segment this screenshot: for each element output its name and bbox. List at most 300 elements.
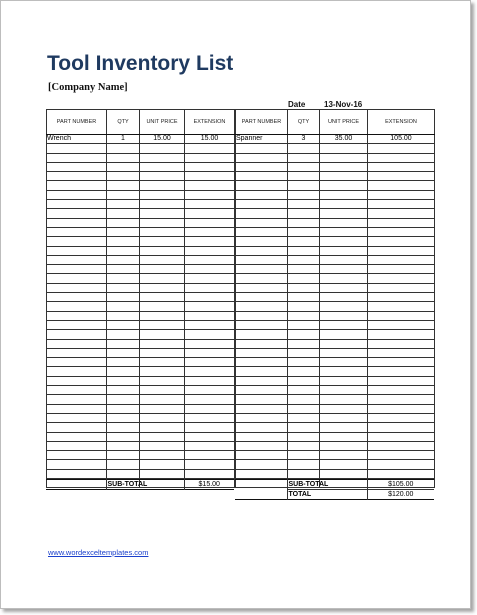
subtotal-value[interactable]: $105.00 (367, 480, 434, 490)
empty-cell[interactable] (47, 181, 107, 190)
empty-cell[interactable] (185, 386, 235, 395)
empty-cell[interactable] (47, 376, 107, 385)
empty-cell[interactable] (288, 200, 320, 209)
empty-cell[interactable] (140, 469, 185, 478)
empty-cell[interactable] (140, 209, 185, 218)
empty-cell[interactable] (288, 376, 320, 385)
empty-cell[interactable] (236, 320, 288, 329)
empty-cell[interactable] (320, 227, 368, 236)
empty-cell[interactable] (47, 246, 107, 255)
part-number-cell[interactable]: Spanner (236, 135, 288, 144)
empty-cell[interactable] (140, 181, 185, 190)
empty-cell[interactable] (47, 339, 107, 348)
empty-cell[interactable] (47, 348, 107, 357)
empty-cell[interactable] (107, 162, 140, 171)
empty-cell[interactable] (107, 144, 140, 153)
empty-cell[interactable] (185, 432, 235, 441)
empty-cell[interactable] (288, 246, 320, 255)
empty-cell[interactable] (107, 246, 140, 255)
empty-cell[interactable] (368, 144, 435, 153)
empty-cell[interactable] (140, 320, 185, 329)
empty-cell[interactable] (140, 413, 185, 422)
empty-cell[interactable] (47, 395, 107, 404)
empty-cell[interactable] (320, 246, 368, 255)
empty-cell[interactable] (107, 451, 140, 460)
empty-cell[interactable] (107, 423, 140, 432)
empty-cell[interactable] (107, 237, 140, 246)
empty-cell[interactable] (47, 460, 107, 469)
empty-cell[interactable] (140, 162, 185, 171)
empty-cell[interactable] (368, 190, 435, 199)
empty-cell[interactable] (368, 311, 435, 320)
empty-cell[interactable] (185, 144, 235, 153)
empty-cell[interactable] (107, 460, 140, 469)
empty-cell[interactable] (368, 386, 435, 395)
empty-cell[interactable] (368, 302, 435, 311)
empty-cell[interactable] (236, 255, 288, 264)
empty-cell[interactable] (47, 423, 107, 432)
empty-cell[interactable] (236, 246, 288, 255)
empty-cell[interactable] (320, 376, 368, 385)
empty-cell[interactable] (288, 404, 320, 413)
empty-cell[interactable] (236, 144, 288, 153)
empty-cell[interactable] (47, 386, 107, 395)
empty-cell[interactable] (288, 320, 320, 329)
empty-cell[interactable] (47, 265, 107, 274)
empty-cell[interactable] (236, 413, 288, 422)
empty-cell[interactable] (236, 441, 288, 450)
empty-cell[interactable] (47, 172, 107, 181)
empty-cell[interactable] (368, 246, 435, 255)
empty-cell[interactable] (236, 386, 288, 395)
empty-cell[interactable] (368, 339, 435, 348)
empty-cell[interactable] (368, 413, 435, 422)
empty-cell[interactable] (107, 367, 140, 376)
empty-cell[interactable] (288, 413, 320, 422)
empty-cell[interactable] (185, 320, 235, 329)
empty-cell[interactable] (140, 460, 185, 469)
empty-cell[interactable] (185, 181, 235, 190)
empty-cell[interactable] (185, 404, 235, 413)
empty-cell[interactable] (320, 144, 368, 153)
empty-cell[interactable] (47, 330, 107, 339)
empty-cell[interactable] (140, 172, 185, 181)
empty-cell[interactable] (368, 227, 435, 236)
empty-cell[interactable] (368, 255, 435, 264)
empty-cell[interactable] (288, 395, 320, 404)
empty-cell[interactable] (368, 162, 435, 171)
empty-cell[interactable] (236, 172, 288, 181)
empty-cell[interactable] (368, 237, 435, 246)
empty-cell[interactable] (236, 265, 288, 274)
empty-cell[interactable] (47, 367, 107, 376)
empty-cell[interactable] (288, 460, 320, 469)
empty-cell[interactable] (320, 274, 368, 283)
empty-cell[interactable] (140, 293, 185, 302)
empty-cell[interactable] (368, 265, 435, 274)
empty-cell[interactable] (368, 423, 435, 432)
empty-cell[interactable] (185, 265, 235, 274)
empty-cell[interactable] (320, 181, 368, 190)
empty-cell[interactable] (140, 376, 185, 385)
empty-cell[interactable] (368, 218, 435, 227)
empty-cell[interactable] (288, 172, 320, 181)
empty-cell[interactable] (140, 441, 185, 450)
extension-cell[interactable]: 15.00 (185, 135, 235, 144)
empty-cell[interactable] (320, 395, 368, 404)
empty-cell[interactable] (236, 283, 288, 292)
empty-cell[interactable] (140, 237, 185, 246)
empty-cell[interactable] (107, 200, 140, 209)
empty-cell[interactable] (47, 451, 107, 460)
empty-cell[interactable] (140, 274, 185, 283)
company-name[interactable]: [Company Name] (48, 82, 128, 93)
empty-cell[interactable] (368, 283, 435, 292)
empty-cell[interactable] (368, 376, 435, 385)
empty-cell[interactable] (320, 460, 368, 469)
empty-cell[interactable] (47, 153, 107, 162)
total-value[interactable]: $120.00 (388, 491, 414, 498)
empty-cell[interactable] (47, 358, 107, 367)
empty-cell[interactable] (320, 413, 368, 422)
empty-cell[interactable] (140, 153, 185, 162)
empty-cell[interactable] (236, 404, 288, 413)
empty-cell[interactable] (320, 190, 368, 199)
empty-cell[interactable] (107, 413, 140, 422)
empty-cell[interactable] (107, 358, 140, 367)
empty-cell[interactable] (185, 413, 235, 422)
empty-cell[interactable] (288, 367, 320, 376)
empty-cell[interactable] (236, 293, 288, 302)
empty-cell[interactable] (288, 283, 320, 292)
empty-cell[interactable] (288, 432, 320, 441)
extension-cell[interactable]: 105.00 (368, 135, 435, 144)
empty-cell[interactable] (368, 200, 435, 209)
empty-cell[interactable] (288, 255, 320, 264)
empty-cell[interactable] (185, 227, 235, 236)
empty-cell[interactable] (368, 293, 435, 302)
empty-cell[interactable] (288, 469, 320, 478)
empty-cell[interactable] (320, 320, 368, 329)
empty-cell[interactable] (320, 162, 368, 171)
empty-cell[interactable] (288, 153, 320, 162)
empty-cell[interactable] (288, 339, 320, 348)
empty-cell[interactable] (368, 172, 435, 181)
empty-cell[interactable] (236, 190, 288, 199)
empty-cell[interactable] (107, 311, 140, 320)
empty-cell[interactable] (140, 404, 185, 413)
empty-cell[interactable] (288, 237, 320, 246)
empty-cell[interactable] (288, 358, 320, 367)
empty-cell[interactable] (47, 413, 107, 422)
empty-cell[interactable] (236, 423, 288, 432)
empty-cell[interactable] (288, 451, 320, 460)
empty-cell[interactable] (368, 469, 435, 478)
qty-cell[interactable]: 3 (288, 135, 320, 144)
empty-cell[interactable] (185, 311, 235, 320)
empty-cell[interactable] (185, 348, 235, 357)
empty-cell[interactable] (140, 227, 185, 236)
empty-cell[interactable] (288, 302, 320, 311)
empty-cell[interactable] (47, 302, 107, 311)
empty-cell[interactable] (185, 255, 235, 264)
unit-price-cell[interactable]: 35.00 (320, 135, 368, 144)
empty-cell[interactable] (47, 218, 107, 227)
empty-cell[interactable] (368, 441, 435, 450)
empty-cell[interactable] (368, 451, 435, 460)
empty-cell[interactable] (185, 190, 235, 199)
empty-cell[interactable] (185, 469, 235, 478)
empty-cell[interactable] (288, 218, 320, 227)
empty-cell[interactable] (107, 218, 140, 227)
empty-cell[interactable] (107, 441, 140, 450)
footer-website-link[interactable]: www.wordexceltemplates.com (48, 548, 149, 557)
empty-cell[interactable] (140, 367, 185, 376)
empty-cell[interactable] (320, 302, 368, 311)
empty-cell[interactable] (140, 395, 185, 404)
empty-cell[interactable] (140, 423, 185, 432)
empty-cell[interactable] (107, 172, 140, 181)
empty-cell[interactable] (368, 274, 435, 283)
empty-cell[interactable] (185, 451, 235, 460)
empty-cell[interactable] (368, 181, 435, 190)
empty-cell[interactable] (185, 339, 235, 348)
empty-cell[interactable] (236, 330, 288, 339)
empty-cell[interactable] (288, 386, 320, 395)
empty-cell[interactable] (185, 200, 235, 209)
empty-cell[interactable] (288, 227, 320, 236)
empty-cell[interactable] (236, 469, 288, 478)
empty-cell[interactable] (288, 181, 320, 190)
empty-cell[interactable] (320, 311, 368, 320)
empty-cell[interactable] (288, 293, 320, 302)
empty-cell[interactable] (185, 283, 235, 292)
empty-cell[interactable] (185, 293, 235, 302)
empty-cell[interactable] (288, 441, 320, 450)
empty-cell[interactable] (236, 218, 288, 227)
empty-cell[interactable] (236, 339, 288, 348)
empty-cell[interactable] (320, 441, 368, 450)
empty-cell[interactable] (236, 274, 288, 283)
empty-cell[interactable] (140, 330, 185, 339)
empty-cell[interactable] (288, 265, 320, 274)
empty-cell[interactable] (47, 469, 107, 478)
empty-cell[interactable] (368, 209, 435, 218)
empty-cell[interactable] (185, 358, 235, 367)
empty-cell[interactable] (47, 144, 107, 153)
empty-cell[interactable] (288, 330, 320, 339)
empty-cell[interactable] (288, 423, 320, 432)
empty-cell[interactable] (320, 255, 368, 264)
empty-cell[interactable] (107, 395, 140, 404)
empty-cell[interactable] (185, 376, 235, 385)
subtotal-value[interactable]: $15.00 (198, 481, 220, 488)
empty-cell[interactable] (320, 469, 368, 478)
empty-cell[interactable] (107, 404, 140, 413)
empty-cell[interactable] (185, 153, 235, 162)
date-value[interactable]: 13-Nov-16 (324, 100, 363, 109)
empty-cell[interactable] (140, 218, 185, 227)
empty-cell[interactable] (47, 311, 107, 320)
empty-cell[interactable] (236, 395, 288, 404)
empty-cell[interactable] (47, 432, 107, 441)
empty-cell[interactable] (320, 367, 368, 376)
empty-cell[interactable] (368, 404, 435, 413)
empty-cell[interactable] (47, 255, 107, 264)
empty-cell[interactable] (47, 200, 107, 209)
part-number-cell[interactable]: Wrench (47, 135, 107, 144)
empty-cell[interactable] (47, 209, 107, 218)
empty-cell[interactable] (320, 172, 368, 181)
empty-cell[interactable] (140, 190, 185, 199)
empty-cell[interactable] (140, 348, 185, 357)
empty-cell[interactable] (107, 302, 140, 311)
empty-cell[interactable] (320, 432, 368, 441)
empty-cell[interactable] (320, 218, 368, 227)
empty-cell[interactable] (47, 237, 107, 246)
empty-cell[interactable] (185, 246, 235, 255)
empty-cell[interactable] (236, 451, 288, 460)
empty-cell[interactable] (185, 395, 235, 404)
empty-cell[interactable] (140, 386, 185, 395)
empty-cell[interactable] (107, 320, 140, 329)
empty-cell[interactable] (368, 153, 435, 162)
empty-cell[interactable] (368, 358, 435, 367)
empty-cell[interactable] (47, 441, 107, 450)
empty-cell[interactable] (47, 227, 107, 236)
empty-cell[interactable] (185, 162, 235, 171)
empty-cell[interactable] (320, 293, 368, 302)
empty-cell[interactable] (140, 265, 185, 274)
qty-cell[interactable]: 1 (107, 135, 140, 144)
empty-cell[interactable] (107, 181, 140, 190)
empty-cell[interactable] (320, 283, 368, 292)
empty-cell[interactable] (236, 209, 288, 218)
empty-cell[interactable] (185, 367, 235, 376)
empty-cell[interactable] (368, 330, 435, 339)
empty-cell[interactable] (320, 330, 368, 339)
empty-cell[interactable] (320, 451, 368, 460)
empty-cell[interactable] (107, 209, 140, 218)
empty-cell[interactable] (107, 348, 140, 357)
empty-cell[interactable] (236, 153, 288, 162)
empty-cell[interactable] (236, 200, 288, 209)
empty-cell[interactable] (320, 200, 368, 209)
empty-cell[interactable] (288, 190, 320, 199)
empty-cell[interactable] (236, 237, 288, 246)
empty-cell[interactable] (47, 274, 107, 283)
empty-cell[interactable] (320, 423, 368, 432)
empty-cell[interactable] (47, 190, 107, 199)
empty-cell[interactable] (288, 311, 320, 320)
empty-cell[interactable] (236, 460, 288, 469)
empty-cell[interactable] (236, 162, 288, 171)
empty-cell[interactable] (236, 358, 288, 367)
empty-cell[interactable] (107, 293, 140, 302)
empty-cell[interactable] (107, 339, 140, 348)
empty-cell[interactable] (107, 265, 140, 274)
empty-cell[interactable] (140, 144, 185, 153)
empty-cell[interactable] (107, 227, 140, 236)
empty-cell[interactable] (236, 376, 288, 385)
empty-cell[interactable] (185, 237, 235, 246)
empty-cell[interactable] (185, 218, 235, 227)
empty-cell[interactable] (320, 404, 368, 413)
empty-cell[interactable] (368, 320, 435, 329)
empty-cell[interactable] (47, 404, 107, 413)
empty-cell[interactable] (320, 265, 368, 274)
empty-cell[interactable] (140, 246, 185, 255)
empty-cell[interactable] (320, 209, 368, 218)
empty-cell[interactable] (140, 283, 185, 292)
empty-cell[interactable] (185, 302, 235, 311)
empty-cell[interactable] (288, 274, 320, 283)
empty-cell[interactable] (107, 274, 140, 283)
empty-cell[interactable] (288, 348, 320, 357)
empty-cell[interactable] (107, 469, 140, 478)
empty-cell[interactable] (140, 200, 185, 209)
empty-cell[interactable] (107, 190, 140, 199)
empty-cell[interactable] (288, 209, 320, 218)
empty-cell[interactable] (368, 367, 435, 376)
empty-cell[interactable] (320, 358, 368, 367)
empty-cell[interactable] (107, 255, 140, 264)
empty-cell[interactable] (140, 302, 185, 311)
empty-cell[interactable] (236, 181, 288, 190)
empty-cell[interactable] (185, 274, 235, 283)
empty-cell[interactable] (236, 367, 288, 376)
empty-cell[interactable] (107, 330, 140, 339)
empty-cell[interactable] (107, 283, 140, 292)
empty-cell[interactable] (140, 339, 185, 348)
empty-cell[interactable] (320, 386, 368, 395)
empty-cell[interactable] (288, 162, 320, 171)
unit-price-cell[interactable]: 15.00 (140, 135, 185, 144)
empty-cell[interactable] (185, 460, 235, 469)
empty-cell[interactable] (107, 386, 140, 395)
empty-cell[interactable] (185, 330, 235, 339)
empty-cell[interactable] (140, 358, 185, 367)
empty-cell[interactable] (236, 302, 288, 311)
empty-cell[interactable] (140, 432, 185, 441)
empty-cell[interactable] (236, 432, 288, 441)
empty-cell[interactable] (236, 227, 288, 236)
empty-cell[interactable] (368, 348, 435, 357)
empty-cell[interactable] (320, 153, 368, 162)
empty-cell[interactable] (140, 451, 185, 460)
empty-cell[interactable] (107, 153, 140, 162)
empty-cell[interactable] (320, 339, 368, 348)
empty-cell[interactable] (185, 209, 235, 218)
empty-cell[interactable] (140, 311, 185, 320)
empty-cell[interactable] (320, 237, 368, 246)
empty-cell[interactable] (320, 348, 368, 357)
empty-cell[interactable] (185, 423, 235, 432)
empty-cell[interactable] (47, 162, 107, 171)
empty-cell[interactable] (368, 432, 435, 441)
empty-cell[interactable] (140, 255, 185, 264)
empty-cell[interactable] (368, 460, 435, 469)
empty-cell[interactable] (47, 293, 107, 302)
empty-cell[interactable] (236, 311, 288, 320)
empty-cell[interactable] (47, 320, 107, 329)
empty-cell[interactable] (288, 144, 320, 153)
empty-cell[interactable] (47, 283, 107, 292)
empty-cell[interactable] (236, 348, 288, 357)
empty-cell[interactable] (107, 432, 140, 441)
empty-cell[interactable] (185, 172, 235, 181)
empty-cell[interactable] (185, 441, 235, 450)
